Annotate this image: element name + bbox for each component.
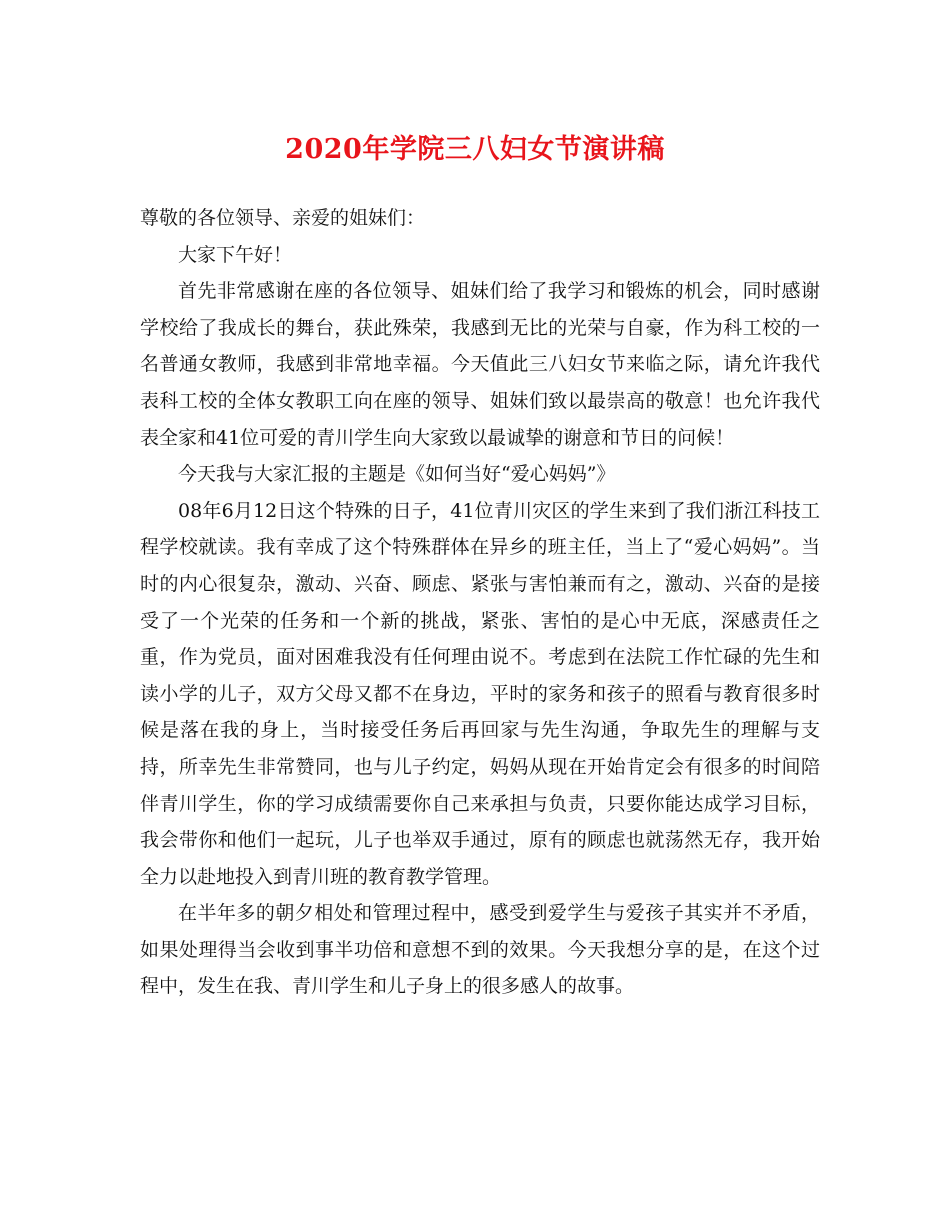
paragraph-story: 08年6月12日这个特殊的日子，41位青川灾区的学生来到了我们浙江科技工程学校就读。我有幸成了这个特殊群体在异乡的班主任，当上了“爱心妈妈”。当时的内心很复杂，激动、兴奋、顾虑、紧张与害怕兼而有之，激动、兴奋的是接受了一个光荣的任务和一个新的挑战，紧张、害怕的是心中无底，深感责任之重，作为党员，面对困难我没有任何理由说不。考虑到在法院工作忙碌的先生和读小学的儿子，双方父母又都不在身边，平时的家务和孩子的照看与教育很多时候是落在我的身上，当时接受任务后再回家与先生沟通，争取先生的理解与支持，所幸先生非常赞同，也与儿子约定，妈妈从现在开始肯定会有很多的时间陪伴青川学生，你的学习成绩需要你自己来承担与负责，只要你能达成学习目标，我会带你和他们一起玩，儿子也举双手通过，原有的顾虑也就荡然无存，我开始全力以赴地投入到青川班的教育教学管理。 bbox=[140, 499, 820, 888]
document-title: 2020年学院三八妇女节演讲稿 bbox=[285, 134, 665, 165]
paragraph-topic: 今天我与大家汇报的主题是《如何当好“爱心妈妈”》 bbox=[178, 463, 616, 486]
salutation: 尊敬的各位领导、亲爱的姐妹们： bbox=[140, 207, 426, 229]
paragraph-thanks: 首先非常感谢在座的各位领导、姐妹们给了我学习和锻炼的机会，同时感谢学校给了我成长的舞台，获此殊荣，我感到无比的光荣与自豪，作为科工校的一名普通女教师，我感到非常地幸福。今天值此三八妇女节来临之际，请允许我代表科工校的全体女教职工向在座的领导、姐妹们致以最崇高的敬意！也允许我代表全家和41位可爱的青川学生向大家致以最诚挚的谢意和节日的问候！ bbox=[140, 280, 820, 449]
paragraph-greeting: 大家下午好！ bbox=[178, 243, 293, 266]
document-body bbox=[140, 200, 820, 1005]
paragraph-reflection: 在半年多的朝夕相处和管理过程中，感受到爱学生与爱孩子其实并不矛盾，如果处理得当会收到事半功倍和意想不到的效果。今天我想分享的是，在这个过程中，发生在我、青川学生和儿子身上的很多感人的故事。 bbox=[140, 902, 820, 998]
